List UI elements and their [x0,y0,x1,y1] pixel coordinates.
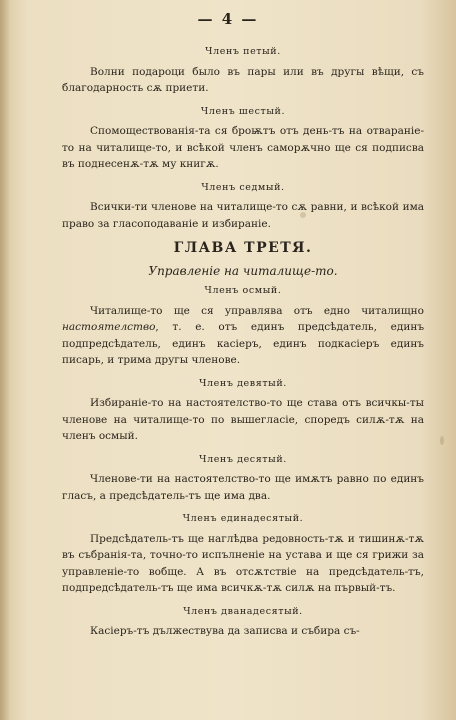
article-title: Членъ осмый. [204,285,282,296]
article-title: Членъ петый. [205,46,281,57]
article-text: Предсѣдатель-тъ ще наглѣдва редовность-тѫ и тишинѫ-тѫ въ събранія-та, точно-то испълненіе на устава и ще ся грижи за управленіе-то вобще. А въ отсѫтствіе на предсѣдатель-тъ, подпредсѣдатель-тъ ще има всичкѫ-тѫ силѫ на първый-тъ. [62,532,424,594]
article-text [62,303,424,369]
article-title: Членъ шестый. [200,105,286,117]
article-8 [62,283,424,369]
article-11 [62,511,424,597]
article-title: Членъ десятый. [199,453,287,465]
article-text: Членове-ти на настоятелство-то ще имѫтъ равно по единъ гласъ, а предсѣдатель-тъ ще има два. [62,473,424,502]
page-number: — 4 — [197,10,259,28]
article-title: Членъ дванадесятый. [183,605,303,617]
chapter-heading: ГЛАВА ТРЕТЯ. [173,240,313,256]
article-10 [62,452,424,505]
article-text: Спомоществованія-та ся броѭтъ отъ день-тъ на отвараніе-то на читалище-то, и всѣкой членъ саморѫчно ще ся подписва въ поднесенѫ-тѫ му книгѫ. [62,125,424,170]
article-title: Членъ единадесятый. [182,513,304,524]
article-text-part: , т. е. отъ единъ предсѣдатель, единъ подпредсѣдатель, единъ касіеръ, единъ подкасіеръ единъ писарь, и трима другы членове. [62,321,424,366]
page-body [62,44,424,647]
article-title: Членъ седмый. [201,181,285,193]
article-text-italic: настоятелство [62,321,156,333]
article-text: Всички-ти членове на читалище-то сѫ равни, и всѣкой има право за гласоподаваніе и избираніе. [62,201,424,230]
article-text: Волни подароци было въ пары или въ другы вѣщи, съ благодарность сѫ приети. [62,65,424,94]
foxing-spot [440,436,444,445]
article-text: Избираніе-то на настоятелство-то ще става отъ всичкы-ты членове на читалище-то по вышегласіе, споредъ силѫ-тѫ на членъ осмый. [62,397,424,442]
article-6 [62,104,424,173]
article-5 [62,44,424,97]
article-12 [62,604,424,640]
article-9 [62,376,424,445]
article-text: Касіеръ-тъ дължествува да записва и събира съ- [90,625,360,637]
article-7 [62,180,424,233]
chapter-subtitle: Управленіе на читалище-то. [148,263,338,278]
article-text-part: Читалище-то ще ся управлява отъ едно читалищно [90,304,424,317]
article-title: Членъ девятый. [199,377,287,389]
binding-shadow [0,0,10,720]
